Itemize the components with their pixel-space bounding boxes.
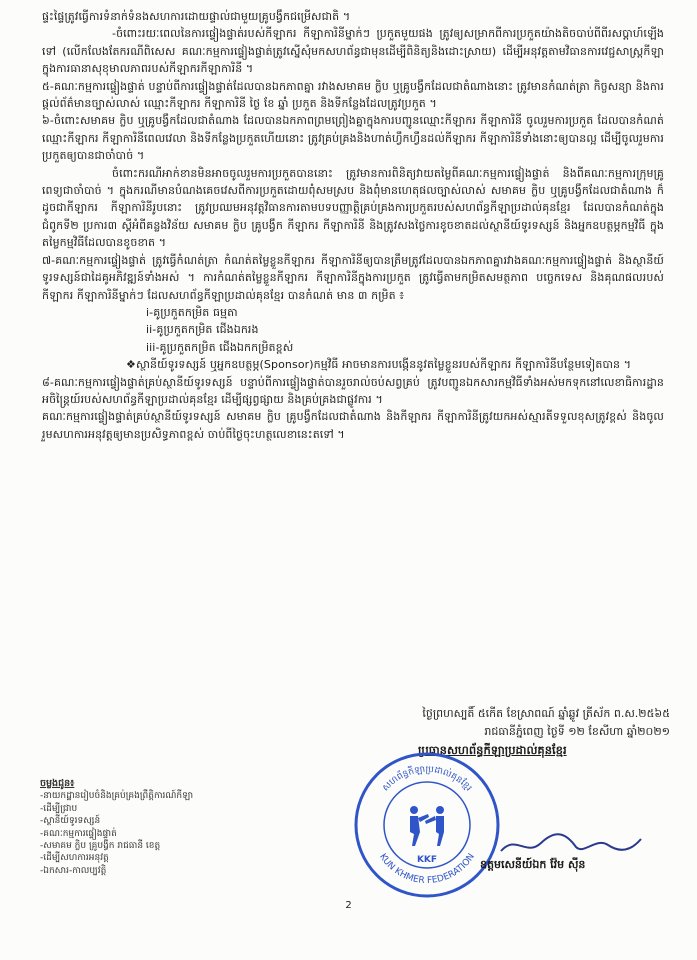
- cc-item: -ដើម្បីសហការអនុវត្ត: [40, 853, 109, 864]
- item-5: ៥-គណៈកម្មការផ្ទៀងផ្ទាត់ បន្ទាប់ពីការផ្ទៀងផ្ទាត់ដែលបានឯកភាពគ្នា រវាងសមាគម ក្លិប ឬគ្រូបង្វឹកដែលជាតំណាងនោះ ត្រូវមានកំណត់ត្រា កិច្ចសន្យា និងការផ្ដល់ព័ត៌មានច្បាស់លាស់ ឈ្មោះកីឡាករ កីឡាការិនី ថ្ងៃ ខែ ឆ្នាំ ប្រកួត និងទីកន្លែងដែលត្រូវប្រកួត ។: [42, 79, 664, 111]
- cc-item: -គណៈកម្មការផ្ទៀងផ្ទាត់: [40, 828, 117, 839]
- timing-paragraph: -ចំពោះរយៈពេលនៃការផ្ទៀងផ្ទាត់របស់កីឡាករ កីឡាការិនីម្នាក់ៗ ប្រកួតមួយផង ត្រូវឲ្យសម្រាកពីការប្រកួតយ៉ាងតិចបាប់ពីពីរសប្ដាហ៍ឡើងទៅ (លើកលែងតែករណីពិសេស គណៈកម្មការផ្ទៀងផ្ទាត់ត្រូវស្នើសុំមកសហព័ន្ធជាមុនដើម្បីពិនិត្យនិងដោះស្រាយ) ដើម្បីអនុវត្តតាមវិធានការវេជ្ជសាស្ត្រកីឡាក្នុងការធានាសុខុមាលភាពរបស់កីឡាករកីឡាការិនី ។: [42, 27, 664, 76]
- sponsor-note: ❖ស្ថានីយ៍ទូរទស្សន៍ ឬអ្នកឧបត្ថម្ភ(Sponsor)កម្មវិធី អាចមានការបង្កើននូវតម្លៃខ្លួនរបស់កីឡាករ កីឡាការិនីបន្ថែមទៀតបាន ។: [126, 358, 632, 372]
- cc-item: -សមាគម ក្លិប គ្រូបង្វឹក រាជធានី ខេត្ត: [40, 841, 161, 852]
- unable-paragraph: ចំពោះករណីអាក់ខានមិនអាចចូលរួមការប្រកួតបាននោះ ត្រូវមានការពិនិត្យវាយតម្លៃពីគណៈកម្មការផ្ទៀងផ្ទាត់ និងពីគណៈកម្មការក្រុមគ្រូពេទ្យជាចាំបាច់ ។ ក្នុងករណីមានបំណងគេចវេសពីការប្រកួតដោយពុំសមស្រប និងពុំមានហេតុផលច្បាស់លាស់ សមាគម ក្លិប ឬគ្រូបង្វឹកដែលជាតំណាង ក៏ដូចជាកីឡាករ កីឡាការិនីរូបនោះ ត្រូវប្រឈមអនុវត្តវិធានការតាមបទបញ្ញាត្តិគ្រប់គ្រងការប្រកួតរបស់សហព័ន្ធកីឡាប្រដាល់គុនខ្មែរ ដែលបានកំណត់ក្នុង ជំពូកទី២ ប្រការ៣ ស្ដីអំពីគន្លងវិន័យ សមាគម ក្លិប គ្រូបង្វឹក កីឡាករ កីឡាការិនី និងត្រូវសងថ្លៃការខូចខាតដល់ស្ថានីយ៍ទូរទស្សន៍ និងអ្នកឧបត្ថម្ភកម្មវិធី ក្នុងតម្លៃកម្មវិធីដែលបានខូចខាត ។: [42, 166, 664, 250]
- cc-list: [40, 778, 260, 877]
- seal-center-mark: KKF: [416, 855, 438, 865]
- cc-item: -នាយកដ្ឋានរៀបចំនិងគ្រប់គ្រងព្រឹត្តិការណ៍កីឡា: [40, 791, 194, 802]
- official-seal: [352, 750, 502, 900]
- item-6: ៦-ចំពោះសមាគម ក្លិប ឬគ្រូបង្វឹកដែលជាតំណាង ដែលបានឯកភាពព្រមព្រៀងគ្នាក្នុងការបញ្ជូនឈ្មោះកីឡាករ កីឡាការិនី ចូលរួមការប្រកួត ដែលបានកំណត់ឈ្មោះកីឡាករ កីឡាការិនីពេលវេលា និងទីកន្លែងប្រកួតហើយនោះ ត្រូវគ្រប់គ្រងនិងហាត់ហ្វឹកហ្វឺនដល់កីឡាករ កីឡាការិនីទាំងនោះឲ្យបានល្អ ដើម្បីចូលរួមការប្រកួតឲ្យបានជាចាំបាច់ ។: [42, 114, 664, 163]
- signatory-name: ឧត្តមសេនីយ៍ឯក វ៉ែម សុីន: [480, 858, 586, 871]
- body-text: [42, 8, 664, 443]
- signatory-title: ប្រធានសហព័ន្ធកីឡាប្រដាល់គុនខ្មែរ: [418, 743, 567, 757]
- level-ii: ii-គូប្រកួតកម្រិត ជើងឯករង: [146, 323, 259, 337]
- item-8: ៨-គណៈកម្មការផ្ទៀងផ្ទាត់គ្រប់ស្ថានីយ៍ទូរទស្សន៍ បន្ទាប់ពីការផ្ទៀងផ្ទាត់បានរួចរាល់ចប់សព្វគ្រប់ ត្រូវបញ្ជូនឯកសារកម្មវិធីទាំងអស់មកទុកនៅលេខាធិការដ្ឋានអចិន្ត្រៃយ៍របស់សហព័ន្ធកីឡាប្រដាល់គុនខ្មែរ ដើម្បីផ្សព្វផ្សាយ និងគ្រប់គ្រងជាផ្លូវការ ។: [42, 375, 664, 406]
- solar-date: រាជធានីភ្នំពេញ ថ្ងៃទី ១២ ខែសីហា ឆ្នាំ២០២១: [484, 725, 670, 738]
- boxers-emblem-icon: [410, 806, 444, 846]
- seal-bottom-text: KUN KHMER FEDERATION: [377, 852, 477, 887]
- lunar-date: ថ្ងៃព្រហស្បតិ៍ ៥កើត ខែស្រាពណ៍ ឆ្នាំឆ្លូវ ត្រីស័ក ព.ស.២៥៦៥: [422, 707, 670, 720]
- level-iii: iii-គូប្រកួតកម្រិត ជើងឯកកម្រិតខ្ពស់: [146, 340, 294, 354]
- cc-item: -ឯកសារ-កាលប្បវត្តិ: [40, 865, 107, 876]
- lead-paragraph: ផ្ទះផ្ទៃត្រូវធ្វើការទំនាក់ទំនងសហការដោយផ្ទាល់ជាមួយគ្រូបង្វឹកជម្រើសជាតិ ។: [42, 10, 351, 23]
- seal-top-text: សហព័ន្ធកីឡាប្រដាល់គុនខ្មែរ: [380, 764, 474, 794]
- closing-paragraph: គណៈកម្មការផ្ទៀងផ្ទាត់គ្រប់ស្ថានីយ៍ទូរទស្សន៍ សមាគម ក្លិប គ្រូបង្វឹកដែលជាតំណាង និងកីឡាករ កីឡាការិនីត្រូវយកអស់ស្មារតីទទួលខុសត្រូវខ្ពស់ និងចូលរួមសហការអនុវត្តឲ្យមានប្រសិទ្ធភាពខ្ពស់ ចាប់ពីថ្ងៃចុះហត្ថលេខានេះតទៅ ។: [42, 410, 664, 441]
- seal-outer-ring: [356, 754, 498, 896]
- cc-item: -ស្ថានីយ៍ទូរទស្សន៍: [40, 816, 101, 827]
- level-i: i-គូប្រកួតកម្រិត ធម្មតា: [146, 305, 238, 319]
- handwritten-signature: [496, 829, 646, 859]
- cc-heading: ចម្លងជូន៖: [40, 778, 75, 789]
- cc-item: -ដើម្បីជ្រាប: [40, 803, 78, 814]
- date-block: [300, 705, 670, 741]
- page-number: 2: [345, 900, 352, 911]
- item-7: ៧-គណៈកម្មការផ្ទៀងផ្ទាត់ ត្រូវធ្វើកំណត់ត្រា កំណត់តម្លៃខ្លួនកីឡាករ កីឡាការិនីឲ្យបានត្រឹមត្រូវដែលបានឯកភាពគ្នារវាងគណៈកម្មការផ្ទៀងផ្ទាត់ និងស្ថានីយ៍ទូរទស្សន៍ជាដៃគូអភិវឌ្ឍន៍ទាំងអស់ ។ ការកំណត់តម្លៃខ្លួនកីឡាករ កីឡាការិនីក្នុងការប្រកួត ត្រូវធ្វើតាមកម្រិតសមត្ថភាព បច្ចេកទេស និងគុណផលរបស់កីឡាករ កីឡាការិនីម្នាក់ៗ ដែលសហព័ន្ធកីឡាប្រដាល់គុនខ្មែរ បានកំណត់ មាន ៣ កម្រិត ៖: [42, 253, 664, 302]
